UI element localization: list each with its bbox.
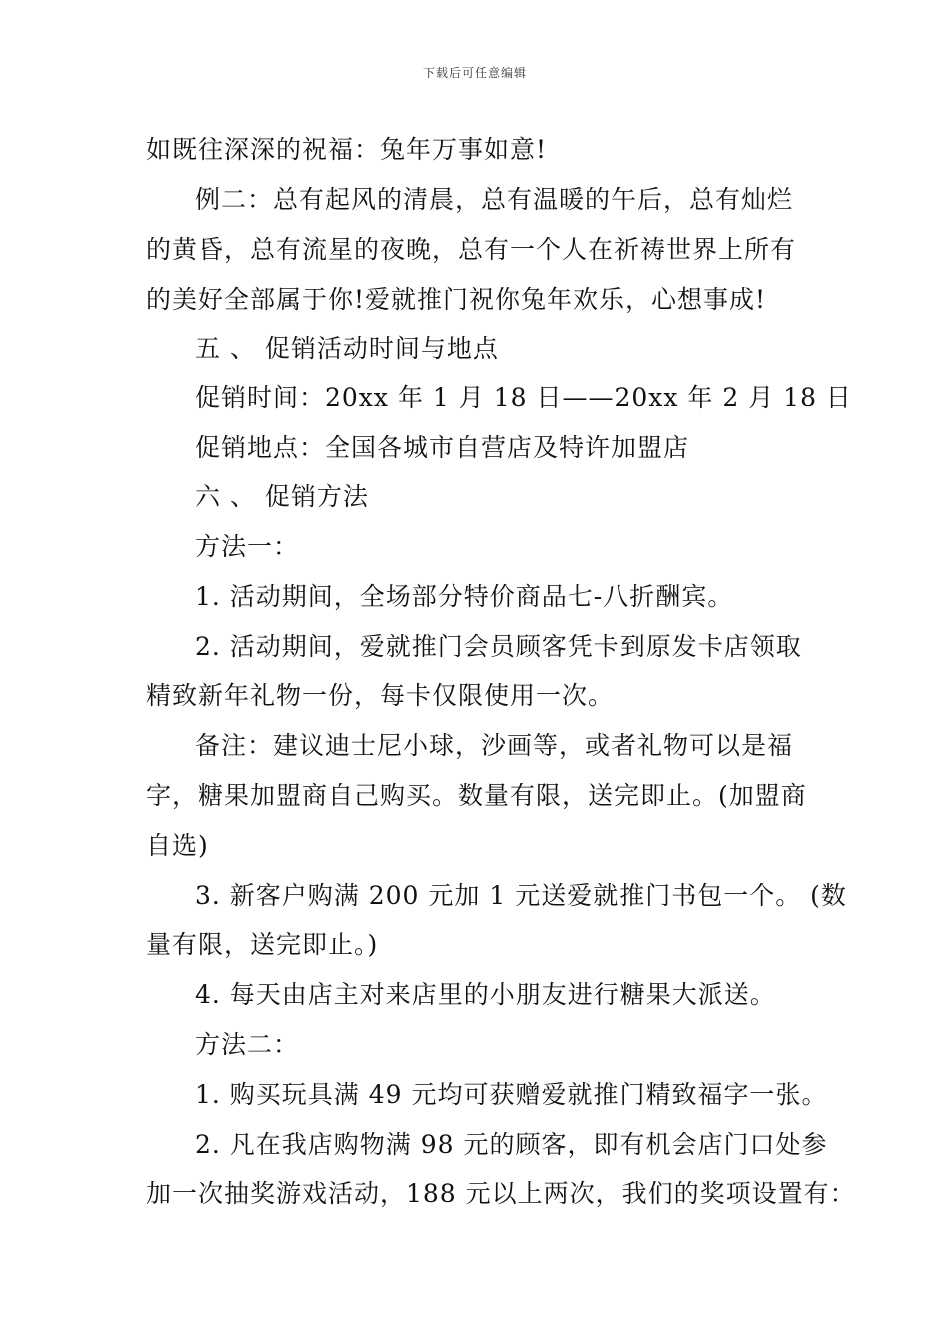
text-line: 促销时间：20xx 年 1 月 18 日——20xx 年 2 月 18 日 <box>195 383 852 412</box>
text-line: 加一次抽奖游戏活动，188 元以上两次，我们的奖项设置有： <box>146 1179 856 1208</box>
text-line: 的美好全部属于你!爱就推门祝你兔年欢乐，心想事成! <box>146 285 767 314</box>
page-header: 下载后可任意编辑 <box>422 66 527 80</box>
list-item: 4. 每天由店主对来店里的小朋友进行糖果大派送。 <box>195 980 776 1009</box>
section-heading: 六 、 促销方法 <box>195 482 369 511</box>
text-line: 例二：总有起风的清晨，总有温暖的午后，总有灿烂 <box>195 185 794 214</box>
list-item: 2. 活动期间，爱就推门会员顾客凭卡到原发卡店领取 <box>195 632 802 661</box>
text-line: 精致新年礼物一份，每卡仅限使用一次。 <box>146 681 615 710</box>
text-line: 如既往深深的祝福：兔年万事如意! <box>146 135 548 164</box>
section-heading: 五 、 促销活动时间与地点 <box>195 334 499 363</box>
list-item: 3. 新客户购满 200 元加 1 元送爱就推门书包一个。 (数 <box>195 881 847 910</box>
subheading: 方法二： <box>195 1030 300 1059</box>
text-line: 的黄昏，总有流星的夜晚，总有一个人在祈祷世界上所有 <box>146 235 797 264</box>
text-line: 量有限，送完即止。) <box>146 930 379 959</box>
text-line: 字，糖果加盟商自己购买。数量有限，送完即止。(加盟商 <box>146 781 807 810</box>
note-line: 备注：建议迪士尼小球，沙画等，或者礼物可以是福 <box>195 731 794 760</box>
subheading: 方法一： <box>195 532 300 561</box>
list-item: 1. 购买玩具满 49 元均可获赠爱就推门精致福字一张。 <box>195 1080 828 1109</box>
list-item: 1. 活动期间，全场部分特价商品七-八折酬宾。 <box>195 582 734 611</box>
text-line: 自选) <box>146 831 209 860</box>
list-item: 2. 凡在我店购物满 98 元的顾客，即有机会店门口处参 <box>195 1130 828 1159</box>
text-line: 促销地点：全国各城市自营店及特许加盟店 <box>195 433 690 462</box>
